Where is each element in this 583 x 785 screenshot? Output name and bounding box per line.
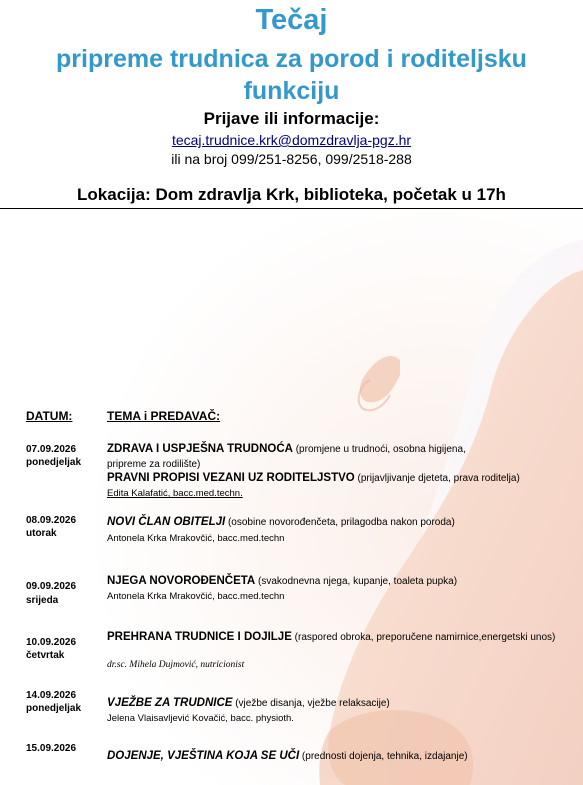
row-topic (107, 697, 563, 710)
page-subtitle-line2: funkciju (243, 77, 340, 105)
row-day: srijeda (26, 595, 59, 606)
topic-desc: (prijavljivanje djeteta, prava roditelja) (354, 473, 520, 484)
topic-desc: (prednosti dojenja, tehnika, izdajanje) (299, 751, 468, 762)
email-line (0, 131, 583, 149)
column-header-date: DATUM: (26, 409, 73, 423)
row-date: 14.09.2026 (26, 690, 77, 701)
row-date: 09.09.2026 (26, 581, 77, 592)
row-day: ponedjeljak (26, 457, 82, 468)
row-day: utorak (26, 528, 57, 539)
phone-line: ili na broj 099/251-8256, 099/2518-288 (171, 151, 412, 167)
topic-title: ZDRAVA I USPJEŠNA TRUDNOĆA (107, 443, 293, 455)
row-topic (107, 575, 563, 588)
row-lecturer: Jelena Vlaisavljević Kovačić, bacc. physioth. (107, 713, 294, 724)
row-date: 08.09.2026 (26, 515, 77, 526)
header-divider (0, 208, 583, 209)
topic-desc: (svakodnevna njega, kupanje, toaleta pupka) (255, 576, 458, 587)
topic-title: PREHRANA TRUDNICE I DOJILJE (107, 631, 292, 643)
page-title: Tečaj (255, 4, 328, 36)
topic-title: NJEGA NOVOROĐENČETA (107, 575, 256, 587)
row-lecturer: Edita Kalafatić, bacc.med.techn. (107, 488, 243, 499)
row-lecturer: Antonela Krka Mrakovčić, bacc.med.techn (107, 533, 285, 544)
row-date: 07.09.2026 (26, 444, 77, 455)
row-topic-cont (107, 458, 563, 471)
row-topic-2 (107, 472, 563, 485)
page-subtitle-line1: pripreme trudnica za porod i roditeljsku (56, 45, 527, 73)
email-link[interactable]: tecaj.trudnice.krk@domzdravlja-pgz.hr (171, 132, 412, 148)
topic-title: VJEŽBE ZA TRUDNICE (107, 697, 233, 709)
topic-desc: (raspored obroka, preporučene namirnice,energetski unos) (291, 632, 556, 643)
topic-desc: (vježbe disanja, vježbe relaksacije) (232, 698, 390, 709)
location-line: Lokacija: Dom zdravlja Krk, biblioteka, početak u 17h (77, 185, 506, 204)
topic-title: PRAVNI PROPISI VEZANI UZ RODITELJSTVO (107, 472, 355, 484)
row-date: 15.09.2026 (26, 743, 77, 754)
topic-title: DOJENJE, VJEŠTINA KOJA SE UČI (107, 750, 300, 762)
topic-desc: (osobine novorođenčeta, prilagodba nakon poroda) (225, 517, 455, 528)
row-date: 10.09.2026 (26, 637, 77, 648)
topic-desc: (promjene u trudnoći, osobna higijena, (292, 444, 466, 455)
row-topic (107, 443, 563, 456)
topic-desc: pripreme za rodilište) (107, 459, 201, 470)
row-topic (107, 516, 563, 529)
column-header-topic: TEMA i PREDAVAČ: (107, 409, 221, 423)
info-heading: Prijave ili informacije: (203, 109, 380, 128)
row-lecturer: dr.sc. Mihela Dujmović, nutricionist (107, 660, 245, 670)
topic-title: NOVI ČLAN OBITELJI (107, 516, 226, 528)
row-lecturer: Antonela Krka Mrakovčić, bacc.med.techn (107, 591, 285, 602)
row-topic (107, 631, 563, 644)
row-day: ponedjeljak (26, 703, 82, 714)
row-topic (107, 750, 563, 763)
row-day: četvrtak (26, 650, 65, 661)
